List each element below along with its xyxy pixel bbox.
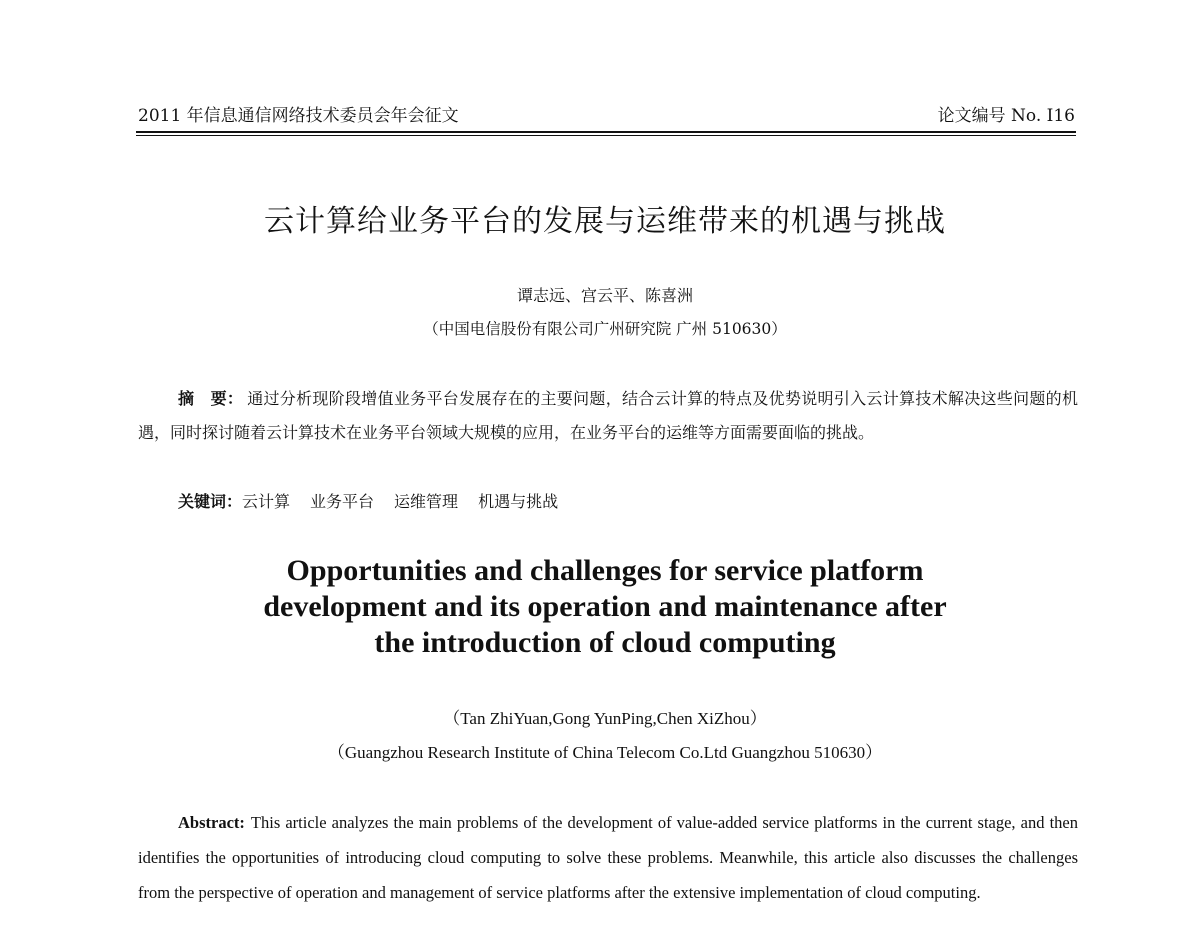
chinese-keywords: [178, 487, 578, 517]
chinese-abstract-label: 摘 要：: [178, 389, 244, 408]
paper-number: 论文编号 No. I16: [937, 106, 1075, 126]
chinese-abstract-text: 通过分析现阶段增值业务平台发展存在的主要问题，结合云计算的特点及优势说明引入云计算技术解决这些问题的机遇，同时探讨随着云计算技术在业务平台领域大规模的应用，在业务平台的运维等方面需要面临的挑战。: [138, 389, 1078, 442]
english-abstract-text: This article analyzes the main problems of the development of value-added service platforms in the current stage, and then identifies the opportunities of introducing cloud computing to solve these problems. Meanwhile, this article also discusses the challenges from the perspective of operation and management of service platforms after the extensive implementation of cloud computing.: [138, 813, 1078, 902]
keywords-label: 关键词：: [178, 492, 243, 511]
english-title-line: development and its operation and maintenance after: [263, 590, 947, 623]
keyword: 运维管理: [394, 492, 459, 511]
header-rule: [136, 131, 1076, 133]
running-header: [138, 104, 1075, 128]
chinese-title: 云计算给业务平台的发展与运维带来的机遇与挑战: [264, 204, 946, 239]
english-affiliation: （Guangzhou Research Institute of China Telecom Co.Ltd Guangzhou 510630）: [327, 743, 883, 762]
english-authors: （Tan ZhiYuan,Gong YunPing,Chen XiZhou）: [443, 709, 767, 728]
english-title-line: the introduction of cloud computing: [374, 626, 836, 659]
keyword: 业务平台: [310, 492, 375, 511]
chinese-affiliation: （中国电信股份有限公司广州研究院 广州 510630）: [423, 320, 787, 338]
chinese-authors: 谭志远、宫云平、陈喜洲: [516, 286, 693, 305]
english-title-line: Opportunities and challenges for service platform: [286, 554, 924, 587]
english-title: [0, 553, 1200, 661]
conference-name: 2011 年信息通信网络技术委员会年会征文: [138, 106, 459, 126]
keyword: 云计算: [242, 492, 291, 511]
header-rule-thin: [136, 135, 1076, 136]
english-abstract-label: Abstract:: [178, 813, 245, 832]
keyword: 机遇与挑战: [478, 492, 559, 511]
chinese-abstract: [138, 382, 1078, 450]
english-abstract: [138, 805, 1078, 910]
